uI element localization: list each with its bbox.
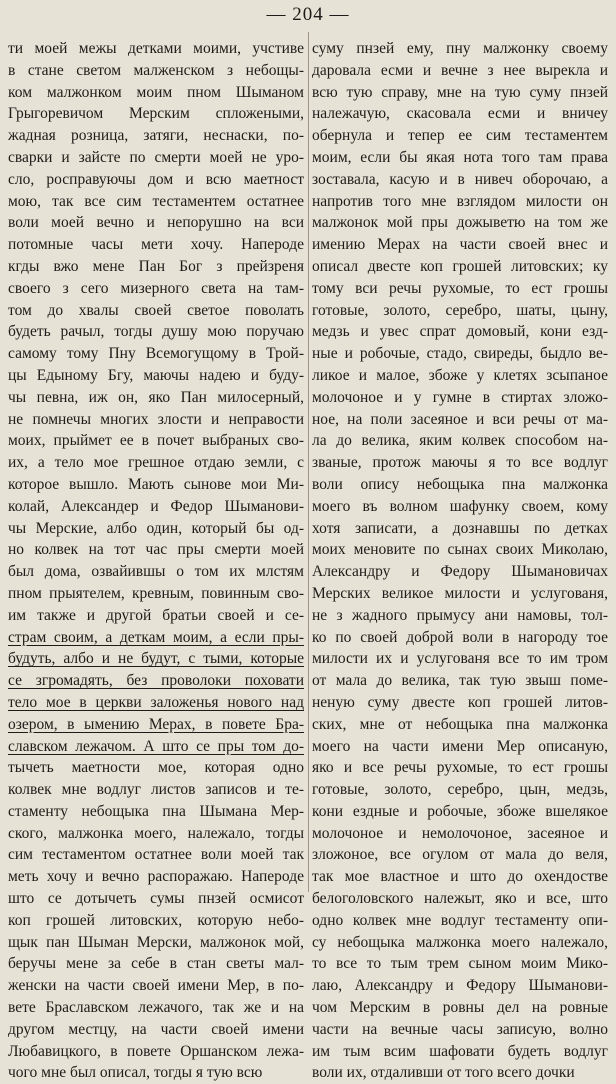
text-line: озером, в ымению Мерах, в повете Бра- — [8, 715, 304, 733]
text-line: щык пан Шыман Мерски, малжонок мой, — [8, 933, 304, 951]
text-line: Грыгоревичом Мерским спложеными, — [8, 105, 304, 123]
text-line: ских, мне от небощыка пна малжонка — [312, 715, 608, 733]
text-line: неную суму двесте коп грошей литов- — [312, 693, 608, 711]
text-line: су небощыка малжонка моего належало, — [312, 933, 608, 951]
text-line: ликое и малое, збоже у клетях зсыпаное — [312, 366, 608, 384]
text-line: тычеть маетности мое, которая одно — [8, 759, 304, 777]
text-line: молочоное и немолочоное, засеяное и — [312, 824, 608, 842]
text-line: чого мне был описал, тогды я тую всю — [8, 1064, 263, 1082]
text-line: даровала есми и вечне з нее вырекла и — [312, 61, 608, 79]
text-line: был дома, озвайившы о том их млстям — [8, 563, 304, 581]
text-line: готовые, золото, серебро, шаты, цыну, — [312, 301, 608, 319]
text-line: стаменту небощыка пна Шымана Мер- — [8, 802, 304, 820]
text-line: описал двесте коп грошей литовских; ку — [312, 257, 608, 275]
text-line: кгды вжо мене Пан Бог з прейзреня — [8, 257, 304, 275]
text-line: моим, если бы якая нота того там права — [312, 148, 608, 166]
text-line: хотя записати, а дознавшы по детках — [312, 519, 608, 537]
text-line: белоголовского належыт, яко и все, што — [312, 890, 608, 908]
text-line: зоставала, касую и в нивеч оборочаю, а — [312, 170, 608, 188]
text-line: меть хочу и вечно распоражаю. Напероде — [8, 868, 304, 886]
text-line: ти моей межы детками моими, учстиве — [8, 40, 304, 57]
text-line: яко и все речы рухомые, то ест грошы — [312, 759, 608, 777]
left-column — [8, 38, 304, 1084]
text-line: но колвек на тот час пры смерти моей — [8, 541, 304, 559]
text-line: ком малжонком моим пном Шыманом — [8, 83, 304, 101]
text-line: женски на части своей имени Мер, в по- — [8, 977, 304, 995]
text-line: другом местцу, на части своей имени — [8, 1020, 304, 1038]
text-line: в стане светом малженском з небощы- — [8, 61, 304, 79]
text-line: моего на части имени Мер описаную, — [312, 737, 608, 755]
text-line: Александру и Федору Шымановичах — [312, 563, 608, 581]
text-line: не з жадного прымусу ани намовы, тол- — [312, 606, 608, 624]
text-line: чы певна, иж он, яко Пан милосерный, — [8, 388, 304, 406]
text-line: милости их и услугованя все то им тром — [312, 650, 608, 668]
text-line: от мала до велика, так тую звыш поме- — [312, 672, 608, 690]
text-line: их, а тело мое грешное отдаю земли, с — [8, 454, 304, 472]
text-line: воли их, отдаливши от того всего дочки — [312, 1064, 575, 1082]
text-line: страм своим, а деткам моим, а если пры- — [8, 628, 304, 646]
text-line: чом Мерским в ровны дел на ровные — [312, 999, 608, 1017]
text-line: воли моей вечно и непорушно на вси — [8, 214, 304, 232]
text-line: сло, росправуючы дом и всю маетност — [8, 170, 304, 188]
text-line: молочоное и у гумне в стиртах зложо- — [312, 388, 608, 406]
text-line: не помнечы многих злости и неправости — [8, 410, 304, 428]
text-line: чы Мерские, албо один, который бы од- — [8, 519, 304, 537]
text-line: то все то тым трем сыном моим Мико- — [312, 955, 608, 973]
text-line: моего въ волном шафунку своем, кому — [312, 497, 608, 515]
text-line: потомные часы мети хочу. Напероде — [8, 236, 304, 254]
text-line: ла до велика, яким колвек способом на- — [312, 432, 608, 450]
text-line: моих, прыймет ее в почет выбраных сво- — [8, 432, 304, 450]
text-line: сварки и зайсте по смерти моей не уро- — [8, 148, 304, 166]
text-line: колвек мне водлуг листов записов и те- — [8, 781, 304, 799]
text-line: своего з сего мизерного света на там- — [8, 279, 304, 297]
text-line: пном прыятелем, кревным, повинным сво- — [8, 584, 304, 602]
text-line: вете Браславском лежачого, так же и на — [8, 999, 304, 1017]
text-line: всю тую справу, мне на тую суму пнзей — [312, 83, 608, 101]
text-line: будуть, албо и не будут, с тыми, которые — [8, 650, 304, 668]
text-line: тому вси речы рухомые, то ест грошы — [312, 279, 608, 297]
right-column — [312, 38, 608, 1084]
text-line: сим тестаментом остатнее воли моей так — [8, 846, 304, 864]
text-line: воли опису небощыка пна малжонка — [312, 475, 608, 493]
text-line: мою, так все сим тестаментем остатнее — [8, 192, 304, 210]
text-line: што се дотычеть сумы пнзей осмисот — [8, 890, 304, 908]
text-line: цы Едыному Бгу, маючы надею и буду- — [8, 366, 304, 384]
text-line: им тым всим шафовати будеть водлуг — [312, 1042, 608, 1060]
text-line: Мерских великое милости и услугованя, — [312, 584, 608, 602]
column-divider — [308, 32, 309, 892]
text-line: зложоное, все огулом от мала до веля, — [312, 846, 608, 864]
text-line: одно колвек мне водлуг тестаменту опи- — [312, 911, 608, 929]
text-line: суму пнзей ему, пну малжонку своему — [312, 40, 608, 57]
text-line: медзь и увес спрат домовый, кони езд- — [312, 323, 608, 341]
text-line: им также и другой братьи своей и се- — [8, 606, 304, 624]
text-line: ко по своей доброй воли в нагороду тое — [312, 628, 608, 646]
text-line: званые, протож маючы я то все водлуг — [312, 454, 608, 472]
text-line: тело мое в церкви заложенья нового над — [8, 693, 304, 711]
text-line: се згромадять, без проволоки поховати — [8, 672, 304, 690]
text-columns — [8, 38, 608, 1084]
text-line: кони ездные и робочые, збоже вшелякое — [312, 802, 608, 820]
text-line: ные и робочые, стадо, свиреды, быдло ве- — [312, 345, 608, 363]
text-line: так мое властное и што до охендостве — [312, 868, 608, 886]
text-line: колай, Александер и Федор Шыманови- — [8, 497, 304, 515]
text-line: лаю, Александру и Федору Шыманови- — [312, 977, 608, 995]
text-line: славском лежачом. А што се пры том до- — [8, 737, 304, 755]
text-line: которое вышло. Мають сынове мои Ми- — [8, 475, 304, 493]
text-line: самому тому Пну Всемогущому в Трой- — [8, 345, 304, 363]
text-line: малжонок мой пры дожыветю на том же — [312, 214, 608, 232]
text-line: напротив того мне взглядом милости он — [312, 192, 608, 210]
text-line: ное, на поли засеяное и вси речы от ма- — [312, 410, 608, 428]
text-line: моих меновите по сынах своих Миколаю, — [312, 541, 608, 559]
text-line: беручы мене за себе в стан светы мал- — [8, 955, 304, 973]
page-number: — 204 — — [266, 4, 350, 25]
text-line: части на вечные часы записую, волно — [312, 1020, 608, 1038]
text-line: том до хвалы своей светое поволать — [8, 301, 304, 319]
text-line: имению Мерах на части своей внес и — [312, 236, 608, 254]
text-line: обернула и тепер ее сим тестаментем — [312, 127, 608, 145]
text-line: коп грошей литовских, которую небо- — [8, 911, 304, 929]
text-line: ского, малжонка моего, належало, тогды — [8, 824, 304, 842]
text-line: належачую, скасовала есми и вничеу — [312, 105, 608, 123]
text-line: готовые, золото, серебро, цын, медзь, — [312, 781, 608, 799]
text-line: будеть рачыл, тогды душу мою поручаю — [8, 323, 304, 341]
text-line: жадная розница, затяги, неснаски, по- — [8, 127, 304, 145]
text-line: Любавицкого, в повете Оршанском лежа- — [8, 1042, 304, 1060]
